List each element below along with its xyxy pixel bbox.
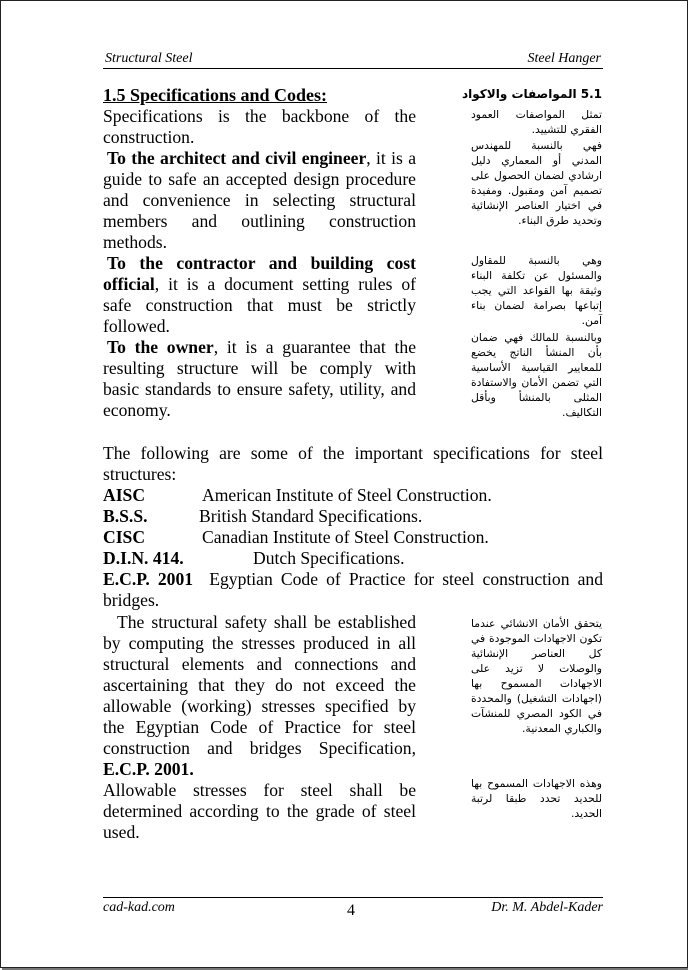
code-item — [103, 527, 489, 548]
intro-paragraph-3 — [103, 253, 416, 337]
intro-p3-text: , it is a document setting rules of safe construction that must be strictly followed. — [103, 274, 416, 336]
code-abbr: D.I.N. 414. — [103, 548, 184, 568]
arabic-paragraph-3: وهي بالنسبة للمقاول والمسئول عن تكلفة البناء وثيقة بها القواعد التي يجب إتباعها بصرامة لضمان بناء آمن. — [471, 254, 602, 327]
code-abbr: B.S.S. — [103, 506, 148, 526]
intro-paragraph-2 — [103, 148, 416, 253]
code-item — [103, 485, 492, 506]
safety-column — [103, 612, 416, 843]
code-item — [103, 548, 405, 569]
safety-p1-text: The structural safety shall be established by computing the stresses produced in all structural elements and connections and ascertaining that they do not exceed the allowable (working) stresses specified by the Egyptian Code of Practice for steel construction and bridges Specification, — [103, 612, 416, 758]
intro-column — [103, 106, 416, 421]
arabic-paragraph-4: وبالنسبة للمالك فهي ضمان بأن المنشأ الناتج يخضع للمعايير القياسية الأساسية التي تضمن الأمان والاستفادة المثلى بالمنشأ وبأقل التكاليف. — [471, 331, 602, 419]
footer-rule — [103, 897, 603, 898]
intro-p4-emphasis: To the owner — [107, 337, 214, 357]
intro-p2-emphasis: To the architect and civil engineer — [107, 148, 367, 168]
section-title: 1.5 Specifications and Codes: — [103, 85, 328, 105]
arabic-paragraph-2: فهي بالنسبة للمهندس المدني أو المعماري دليل ارشادي لضمان الحصول على تصميم آمن ومقبول. ومفيدة في اختيار العناصر الإنشائية وتحديد طرق البناء. — [471, 139, 602, 227]
code-abbr: CISC — [103, 527, 146, 547]
code-abbr: AISC — [103, 485, 146, 505]
intro-p4-text: , it is a guarantee that the resulting structure will be comply with basic standards to ensure safety, utility, and economy. — [103, 337, 416, 420]
intro-p2-text: , it is a guide to safe an accepted design procedure and convenience in selecting structural members and outlining construction methods. — [103, 148, 417, 252]
code-desc: American Institute of Steel Construction. — [202, 485, 492, 505]
specifications-intro: The following are some of the important specifications for steel structures: — [103, 443, 603, 484]
code-abbr: E.C.P. 2001 — [103, 569, 194, 589]
footer-website: cad-kad.com — [103, 900, 175, 915]
section-title-arabic: 5.1 المواصفات والاكواد — [462, 87, 602, 101]
intro-p3-emphasis: To the contractor and building cost official — [103, 253, 416, 294]
code-item — [103, 569, 603, 611]
footer-author: Dr. M. Abdel-Kader — [491, 900, 603, 915]
code-desc: Egyptian Code of Practice for steel construction and bridges. — [103, 569, 604, 610]
code-desc: British Standard Specifications. — [199, 506, 423, 526]
header-rule — [103, 68, 603, 69]
page-number: 4 — [347, 902, 355, 919]
safety-paragraph-2: Allowable stresses for steel shall be determined according to the grade of steel used. — [103, 780, 416, 842]
arabic-paragraph-6: وهذه الاجهادات المسموح بها للحديد تحدد طبقا لرتبة الحديد. — [471, 777, 602, 820]
safety-p1-code: E.C.P. 2001. — [103, 759, 194, 779]
header-left-title: Structural Steel — [105, 51, 193, 66]
safety-paragraph-1 — [103, 612, 416, 780]
arabic-paragraph-5: يتحقق الأمان الانشائي عندما تكون الاجهادات الموجودة في كل العناصر الإنشائية والوصلات لا تزيد على الاجهادات المسموح بها (اجهادات التشغيل) والمحددة في الكود المصري للمنشآت والكباري المعدنية. — [471, 617, 602, 735]
code-desc: Dutch Specifications. — [253, 548, 405, 568]
intro-paragraph-1: Specifications is the backbone of the construction. — [103, 106, 416, 147]
header-right-title: Steel Hanger — [527, 51, 601, 66]
arabic-paragraph-1: تمثل المواصفات العمود الفقري للتشييد. — [471, 108, 602, 136]
code-item — [103, 506, 423, 527]
intro-paragraph-4 — [103, 337, 416, 421]
code-desc: Canadian Institute of Steel Construction. — [202, 527, 489, 547]
